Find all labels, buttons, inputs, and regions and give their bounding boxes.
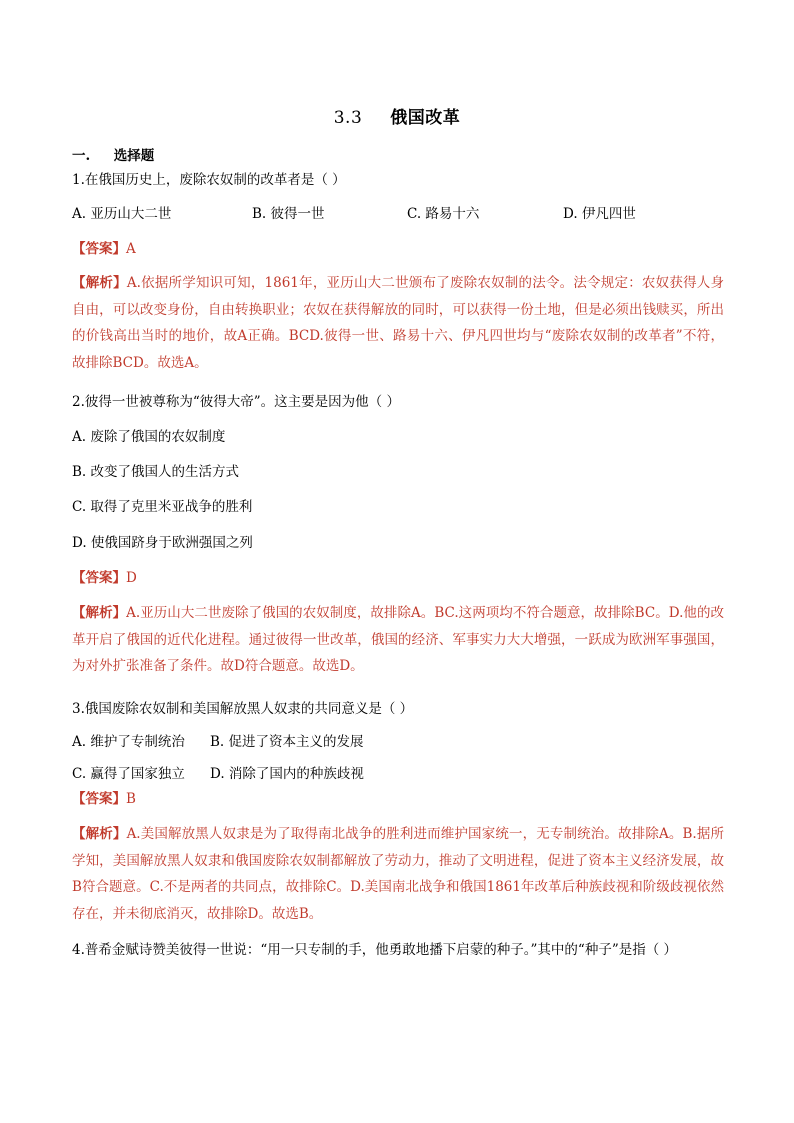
section-index: 一.	[72, 148, 91, 164]
q3-answer-label: 【答案】	[72, 791, 126, 807]
q3-analysis	[72, 821, 724, 927]
q3-option-c: C. 赢得了国家独立	[72, 766, 185, 782]
title-text: 俄国改革	[390, 108, 461, 128]
q2-option-c: C. 取得了克里米亚战争的胜利	[72, 499, 253, 515]
page-title	[0, 103, 794, 128]
q1-analysis-label: 【解析】	[72, 275, 127, 291]
q2-answer-value: D	[126, 570, 137, 586]
q3-analysis-text: A.美国解放黑人奴隶是为了取得南北战争的胜利进而维护国家统一，无专制统治。故排除A。B.据所学知，美国解放黑人奴隶和俄国废除农奴制都解放了劳动力，推动了文明进程，促进了资本主义经济发展，故B符合题意。C.不是两者的共同点，故排除C。D.美国南北战争和俄国1861年改革后种族歧视和阶级歧视依然存在，并未彻底消灭，故排除D。故选B。	[72, 826, 724, 922]
q2-stem: 2.彼得一世被尊称为“彼得大帝”。这主要是因为他（ ）	[72, 394, 400, 410]
q1-answer-value: A	[126, 241, 136, 257]
q3-option-b: B. 促进了资本主义的发展	[210, 734, 364, 750]
q2-analysis-label: 【解析】	[72, 605, 127, 621]
q2-option-b: B. 改变了俄国人的生活方式	[72, 464, 240, 480]
q1-analysis	[72, 270, 724, 376]
q1-option-b: B. 彼得一世	[252, 206, 325, 222]
q2-option-d: D. 使俄国跻身于欧洲强国之列	[72, 535, 253, 551]
q3-stem: 3.俄国废除农奴制和美国解放黑人奴隶的共同意义是（ ）	[72, 701, 414, 717]
q3-option-d: D. 消除了国内的种族歧视	[210, 766, 364, 782]
q3-analysis-label: 【解析】	[72, 826, 127, 842]
q1-answer-label: 【答案】	[72, 241, 126, 257]
q2-answer	[72, 568, 722, 588]
q2-analysis	[72, 600, 724, 680]
q3-answer-value: B	[126, 791, 136, 807]
title-number: 3.3	[333, 108, 363, 128]
section-heading	[72, 146, 722, 166]
q1-answer	[72, 239, 722, 259]
q3-option-a: A. 维护了专制统治	[72, 734, 185, 750]
q2-answer-label: 【答案】	[72, 570, 126, 586]
q1-stem: 1.在俄国历史上，废除农奴制的改革者是（ ）	[72, 172, 346, 188]
q1-option-a: A. 亚历山大二世	[72, 206, 172, 222]
q3-answer	[72, 789, 722, 809]
q1-analysis-text: A.依据所学知识可知，1861年，亚历山大二世颁布了废除农奴制的法令。法令规定：农奴获得人身自由，可以改变身份，自由转换职业；农奴在获得解放的同时，可以获得一份土地，但是必须出钱赎买，所出的价钱高出当时的地价，故A正确。BCD.彼得一世、路易十六、伊凡四世均与“废除农奴制的改革者”不符，故排除BCD。故选A。	[72, 275, 724, 371]
q4-stem: 4.普希金赋诗赞美彼得一世说：“用一只专制的手，他勇敢地播下启蒙的种子。”其中的“种子”是指（ ）	[72, 942, 678, 958]
q2-option-a: A. 废除了俄国的农奴制度	[72, 429, 226, 445]
q2-analysis-text: A.亚历山大二世废除了俄国的农奴制度，故排除A。BC.这两项均不符合题意，故排除BC。D.他的改革开启了俄国的近代化进程。通过彼得一世改革，俄国的经济、军事实力大大增强，一跃成为欧洲军事强国，为对外扩张准备了条件。故D符合题意。故选D。	[72, 605, 725, 674]
q1-option-c: C. 路易十六	[407, 206, 480, 222]
section-label: 选择题	[113, 148, 155, 164]
q1-option-d: D. 伊凡四世	[563, 206, 636, 222]
